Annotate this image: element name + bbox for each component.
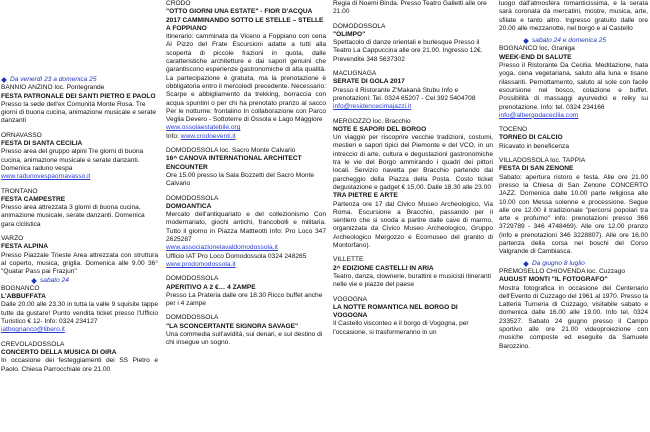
event-link[interactable]: www.ossolaestatebile.org xyxy=(166,124,241,132)
event-description: Sabato: apertura ristoro e festa. Alle ore 21.00 presso la Chiesa di San Zenone CONCERTO JAZZ. Domenica dalle 10.00 parte religiosa alle 10.00 con Messa solenne e processione. Segue alle ore 12.00 il tradizionale "percorsi popolari tra arte e profumo" info: prenotazioni presso 366 3729789 - 346 4748469). Alle ore 12.00 pranzo (info e prenotazioni 346 3228807). Alle ore 16.00 partenza della corsa nei boschi del Corso Valgrande di Cambiasca. xyxy=(499,173,648,256)
event-link[interactable]: info@albergodacecilia.com xyxy=(499,111,579,119)
event-location: TOCENO xyxy=(499,126,528,134)
event-location: VILLETTE xyxy=(333,256,364,264)
event-location: BOGNANCO xyxy=(1,284,40,292)
event-location: VARZO xyxy=(1,235,24,243)
event-location: DOMODOSSOLA loc. Sacro Monte Calvario xyxy=(166,147,296,155)
event-title: "OLIMPO" xyxy=(333,30,366,38)
event-location: VOGOGNA xyxy=(333,295,368,303)
diamond-bullet-icon xyxy=(31,278,37,284)
column-1 xyxy=(1,0,158,432)
event-title: L'ABBUFFATA xyxy=(1,293,46,301)
event-info-row xyxy=(166,133,326,141)
event-location: DOMODOSSOLA xyxy=(166,314,219,322)
date-header-text: Da venerdì 23 a domenica 25 xyxy=(10,76,97,83)
event-description: Presso area del gruppo alpini Tre giorni di buona cucina, animazione musicale e serate danzanti. Domenica raduno vespa xyxy=(1,148,144,172)
event-title: SERATE DI GOLA 2017 xyxy=(333,78,405,86)
event-location: PREMOSELLO CHIOVENDA loc. Cuzzago xyxy=(499,267,626,275)
event-title: LA NOTTE ROMANTICA NEL BORGO DI VOGOGNA xyxy=(333,303,458,320)
event-description: Ricavato in beneficenza xyxy=(499,142,570,150)
event-title: NOTE E SAPORI DEL BORGO xyxy=(333,125,427,133)
diamond-bullet-icon xyxy=(523,38,529,44)
date-header-text: sabato 24 e domenica 25 xyxy=(532,37,607,45)
event-description: In occasione dei festeggiamenti dei SS Pietro e Paolo. Chiesa Parrocchiale ore 21.00 xyxy=(1,357,158,373)
event-title: AUGUST MONTI "IL FOTOGRAFO" xyxy=(499,276,608,284)
event-location: CREVOLADOSSOLA xyxy=(1,340,65,348)
date-header-text: Da giugno 8 luglio xyxy=(532,259,585,267)
date-header xyxy=(523,37,648,45)
event-location: BANNIO ANZINO loc. Pontegrande xyxy=(1,84,105,92)
event-link[interactable]: info@residencecimajazzi.it xyxy=(333,103,412,111)
event-description: Regia di Noemi Binda. Presso Teatro Galletti alle ore 21.00 xyxy=(333,0,487,16)
event-title: FESTA ALPINA xyxy=(1,243,49,251)
event-location: MERGOZZO loc. Bracchio xyxy=(333,117,411,125)
column-4 xyxy=(499,0,648,432)
event-link[interactable]: www.prodomodossola.it xyxy=(166,260,236,268)
date-header-text: sabato 24 xyxy=(40,276,69,284)
event-title: TRA PIETRE E ARTE xyxy=(333,192,398,200)
event-description: Il Castello visconteo e il borgo di Vogogna, per l'occasione, si trasformeranno in un xyxy=(333,320,469,336)
event-description: Partenza ore 17 dal Civico Museo Archeologico, Via Roma. Escursione a Bracchio, passando per il sentiero che si snoda a partire dalle cave di marmo, organizzata da Civico Museo Archeologico, Gruppo Archeologico Mergozzo e Ecomuseo del granito di Montorfano). xyxy=(333,200,493,250)
column-3 xyxy=(333,0,493,432)
event-location: DOMODOSSOLA xyxy=(166,275,219,283)
event-link[interactable]: www.crodoeventi.it xyxy=(180,132,236,140)
event-description: Itinerario: camminata da Viceno a Foppiano con cena Al Pizzo del Frate Escursioni adatte a tutti alla scoperta di piccole frazioni in quota, dalle caratteristiche architetture e dai sapori genuini che garantiscono esperienze gastronomiche di alta qualità. La partecipazione è gratuita, ma la prenotazione è obbligatoria entro il mercoledì precedente. Necessario: Scarpe e abbigliamento da trekking, borraccia con acqua spuntini o per chi ha prenotato pranzo al sacco Per le notturne: frontalino In collaborazione con Parco Veglia Devero - Sottoterre di Ossola e Lago Maggiore xyxy=(166,33,326,124)
event-location: DOMODOSSOLA xyxy=(333,22,386,30)
info-label: Info: xyxy=(166,132,179,140)
event-link[interactable]: iatbognanco@libero.it xyxy=(1,326,65,334)
event-description: Mercato dell'antiquariato e del collezionismo Con modernariato, giochi antichi, francobolli e militaria. Tutto il giorno in Piazza Mattteotti Info: Pro Loco 347 2625287 xyxy=(166,211,326,244)
event-description: Presso il Ristorante Z'Makanà Stubu Info e prenotazioni: Tel. 0324 65207 - Cel 392 5404708 xyxy=(333,86,476,102)
event-description: Presso Piazzale Trieste Area attrezzata con struttura al coperto, musica, griglia. Domenica alle 9.00 36° "Quatar Pass pai Frazjun" xyxy=(1,251,158,276)
date-header xyxy=(31,277,158,285)
event-location: VILLADOSSOLA loc. TAPPIA xyxy=(499,157,586,165)
event-description: Un viaggio per riscoprire vecchie tradizioni, costumi, mestieri e sapori tipici del Piemonte e del VCO, in un intreccio di arte, cultura e degustazioni gastronomiche tra le vie del Borgo ammirando i quadri dei pittori locali. Servizio navetta per Bracchio partendo dal parcheggio della Piazza della Posta. Costo ticket degustazione e gadget € 15,00. Dalle 18.30 alle 23.00 xyxy=(333,134,493,191)
diamond-bullet-icon xyxy=(523,261,529,267)
event-title: FESTA DI SAN ZENONE xyxy=(499,165,574,173)
event-location: ORNAVASSO xyxy=(1,131,42,139)
event-title: DOMOANTICA xyxy=(166,202,212,210)
event-description: Una commedia sull'avidità, sui denari, e sul destino di chi insegue un sogno. xyxy=(166,330,323,347)
event-description: Presso la sede dell'ex Comunità Monte Rosa. Tre giorni di buona cucina, animazione musicale e serate danzanti xyxy=(1,100,157,125)
event-description: Presso il Ristorante Da Cecilia. Meditazione, hata yoga, cena vegetariana, saluto alla luna e tisane rilassanti. Pernottamento, saluto al sole con facile escursione nel bosco, colazione e buffet. Possibilità di massaggi ayurvedici e reiky su prenotazione. Info: tel. 0324 234166 xyxy=(499,62,648,111)
event-title: 16^ CANOVA INTERNATIONAL ARCHITECT ENCOUNTER xyxy=(166,155,302,171)
event-location: BOGNANCO loc. Graniga xyxy=(499,45,575,53)
event-title: "LA SCONCERTANTE SIGNORA SAVAGE" xyxy=(166,322,299,330)
event-description: Presso area attrezzata 3 giorni di buona cucina, animazione musicale, serate danzanti. Domenica gara ciclistica xyxy=(1,204,145,228)
diamond-bullet-icon xyxy=(1,77,7,83)
event-link[interactable]: www.associazionelavaldomodossola.it xyxy=(166,244,278,252)
date-header xyxy=(1,76,158,84)
event-location: MACUGNAGA xyxy=(333,70,377,78)
event-description: Spettacolo di danze orientali e burlesque Presso il Teatro La Cappuccina alle ore 21.00. Ingresso 12€. Prevendite 348 5637302 xyxy=(333,39,483,63)
event-description: Dalle 20.00 alle 23.30 in tutta la valle 9 squisite tappe tutte da gustare! Punto vendita ticket presso l'Ufficio Turistico € 12- Info: 0324 234127 xyxy=(1,301,158,326)
event-description: Mostra fotografica in occasione del Centenario dell'Evento di Cuzzago del 1961 al 1970. Presso la Latteria Turneria di Cuzzago, visitabile sabato e domenica dalle 16.00 alle 19.00. Info tel. 0324 233527. Sabato 24 giugno presso il Campo sportivo alle ore 21.00 videoproiezione con musiche composte ed eseguite da Samuele Barozzino. xyxy=(499,284,648,350)
event-title: FESTA CAMPESTRE xyxy=(1,195,66,203)
event-info: Ufficio IAT Pro Loco Domodossola 0324 248265 xyxy=(166,252,307,260)
event-title: TORNEO DI CALCIO xyxy=(499,134,563,142)
event-description: Presso La Prateria dalle ore 18.30 Ricco buffet anche per i 4 zampe xyxy=(166,291,323,308)
event-description: luogo dall'atmosfera romanticissima, e la serata sarà coronata da mercatini, mostre, musica, arte, sfilate e tanto altro. Ingresso gratuito dalle ore 20.00 alle mezzanotte, nel borgo e al Castello xyxy=(499,0,648,32)
event-title: "OTTO GIORNI UNA ESTATE" - FIOR D'ACQUA 2017 CAMMINANDO SOTTO LE STELLE – STELLE A FOPPIANO xyxy=(166,8,324,32)
event-location: TRONTANO xyxy=(1,187,38,195)
date-header xyxy=(523,260,648,268)
event-title: FESTA PATRONALE DEI SANTI PIETRO E PAOLO xyxy=(1,92,156,100)
event-location: CRODO xyxy=(166,0,191,7)
event-title: CONCERTO DELLA MUSICA DI OIRA xyxy=(1,348,117,356)
event-link[interactable]: www.radunovespaornavasso.it xyxy=(1,173,91,181)
event-title: APERITIVO A 2 €… 4 ZAMPE xyxy=(166,283,256,291)
event-location: DOMODOSSOLA xyxy=(166,194,219,202)
column-2 xyxy=(166,0,326,432)
event-title: 2^ EDIZIONE CASTELLI IN ARIA xyxy=(333,264,434,272)
event-description: Ore 15.00 presso la Sala Bozzetti del Sacro Monte Calvario xyxy=(166,171,315,188)
event-title: WEEK-END DI SALUTE xyxy=(499,53,572,61)
event-title: FESTA DI SANTA CECILIA xyxy=(1,140,83,148)
event-description: Teatro, danza, clownerie, burattini e musicisti itineranti nelle vie e piazze del paese xyxy=(333,272,491,289)
